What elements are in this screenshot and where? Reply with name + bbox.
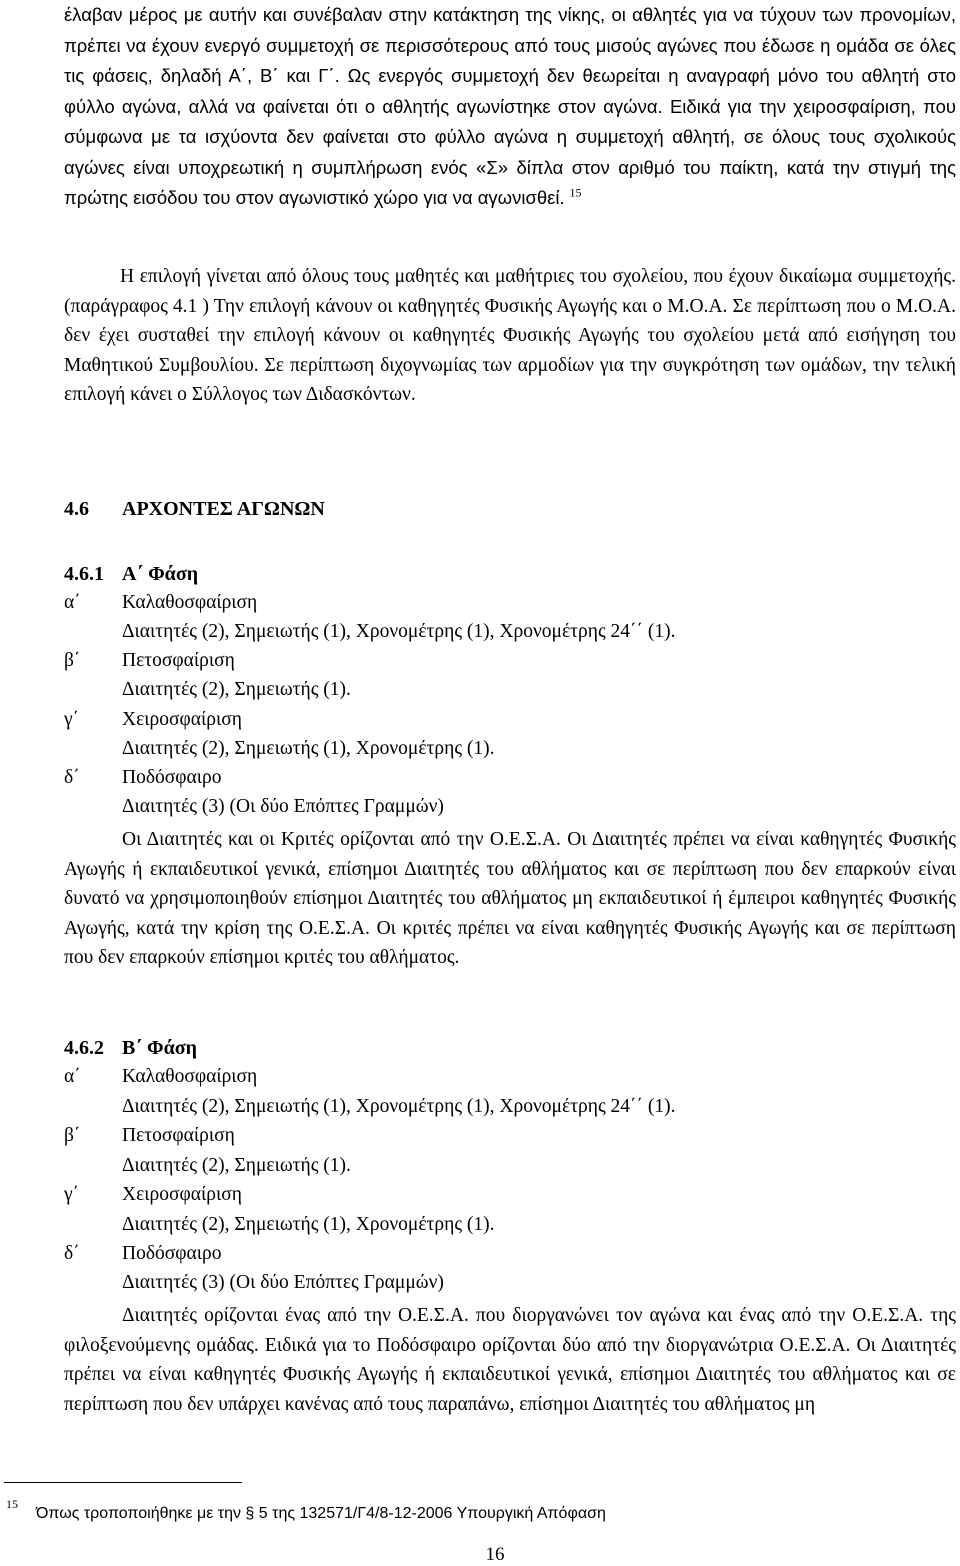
phase-b-item-officials: Διαιτητές (2), Σημειωτής (1). [122, 1155, 351, 1176]
phase-b-item-mark: β΄ [64, 1125, 81, 1146]
phase-b-item-officials: Διαιτητές (2), Σημειωτής (1), Χρονομέτρης (1). [122, 1214, 495, 1235]
phase-a-item-sport: Καλαθοσφαίριση [122, 592, 258, 613]
phase-a-item-officials: Διαιτητές (2), Σημειωτής (1). [122, 679, 351, 700]
phase-a-item-mark: β΄ [64, 650, 81, 671]
intro-sans-text: έλαβαν μέρος με αυτήν και συνέβαλαν στην κατάκτηση της νίκης, οι αθλητές για να τύχουν των προνομίων, πρέπει να έχουν ενεργό συμμετοχή σε περισσότερους από τους μισούς αγώνες που έδωσε η ομάδα σε όλες τις φάσεις, δηλαδή Α΄, Β΄ και Γ΄. Ως ενεργός συμμετοχή δεν θεωρείται η αναγραφή μόνο του αθλητή στο φύλλο αγώνα, αλλά να φαίνεται ότι ο αθλητής αγωνίστηκε στον αγώνα. Ειδικά για την χειροσφαίριση, που σύμφωνα με τα ισχύοντα δεν φαίνεται στο φύλλο αγώνα η συμμετοχή αθλητή, σε όλους τους σχολικούς αγώνες είναι υποχρεωτική η συμπλήρωση ενός «Σ» δίπλα στον αριθμό του παίκτη, κατά την στιγμή της πρώτης εισόδου του στον αγωνιστικό χώρο για να αγωνισθεί. [64, 4, 956, 208]
phase-a-item-officials: Διαιτητές (2), Σημειωτής (1), Χρονομέτρης (1), Χρονομέτρης 24΄΄ (1). [122, 621, 676, 642]
phase-b-item-mark: γ΄ [64, 1184, 80, 1205]
phase-b-item-sport: Ποδόσφαιρο [122, 1243, 222, 1264]
phase-a-item-mark: δ΄ [64, 767, 80, 788]
phase-a-item-sport: Ποδόσφαιρο [122, 767, 222, 788]
phase-a-note: Οι Διαιτητές και οι Κριτές ορίζονται από την Ο.Ε.Σ.Α. Οι Διαιτητές πρέπει να είναι καθηγητές Φυσικής Αγωγής ή εκπαιδευτικοί γενικά, επίσημοι Διαιτητές του αθλήματος και σε περίπτωση που δεν επαρκούν είναι δυνατό να χρησιμοποιηθούν επίσημοι Διαιτητές του αθλήματος μη εκπαιδευτικοί ή έμπειροι καθηγητές Φυσικής Αγωγής, κατά την κρίση της Ο.Ε.Σ.Α. Οι κριτές πρέπει να είναι καθηγητές Φυσικής Αγωγής και σε περίπτωση που δεν επαρκούν επίσημοι κριτές του αθλήματος. [64, 829, 956, 968]
phase-b-item-sport: Χειροσφαίριση [122, 1184, 242, 1205]
phase-a-item-officials: Διαιτητές (3) (Οι δύο Επόπτες Γραμμών) [122, 796, 444, 817]
footnote-reference: 15 [569, 185, 582, 200]
phase-b-item-mark: δ΄ [64, 1243, 80, 1264]
phase-a-title: Α΄ Φάση [122, 563, 199, 585]
phase-b-item-mark: α΄ [64, 1066, 81, 1087]
phase-b-item-sport: Καλαθοσφαίριση [122, 1066, 258, 1087]
footnote-text: Όπως τροποποιήθηκε με την § 5 της 132571/Γ4/8-12-2006 Υπουργική Απόφαση [36, 1505, 606, 1522]
footnote-number: 15 [6, 1497, 18, 1511]
intro-paragraph [64, 0, 956, 214]
phase-a-item-sport: Πετοσφαίριση [122, 650, 235, 671]
footnote-divider [4, 1482, 242, 1483]
phase-a-number: 4.6.1 [64, 563, 104, 585]
phase-a-item-mark: γ΄ [64, 709, 80, 730]
phase-b-number: 4.6.2 [64, 1037, 104, 1059]
phase-a-item-officials: Διαιτητές (2), Σημειωτής (1), Χρονομέτρης (1). [122, 738, 495, 759]
section-title: ΑΡΧΟΝΤΕΣ ΑΓΩΝΩΝ [122, 498, 325, 520]
phase-b-item-officials: Διαιτητές (3) (Οι δύο Επόπτες Γραμμών) [122, 1272, 444, 1293]
phase-b-item-officials: Διαιτητές (2), Σημειωτής (1), Χρονομέτρης (1), Χρονομέτρης 24΄΄ (1). [122, 1096, 676, 1117]
section-number: 4.6 [64, 498, 89, 520]
phase-b-title: Β΄ Φάση [122, 1037, 197, 1059]
phase-b-note: Διαιτητές ορίζονται ένας από την Ο.Ε.Σ.Α. που διοργανώνει τον αγώνα και ένας από την Ο.Ε.Σ.Α. της φιλοξενούμενης ομάδας. Ειδικά για το Ποδόσφαιρο ορίζονται δύο από την διοργανώτρια Ο.Ε.Σ.Α. Οι Διαιτητές πρέπει να είναι καθηγητές Φυσικής Αγωγής ή εκπαιδευτικοί γενικά, επίσημοι Διαιτητές του αθλήματος και σε περίπτωση που δεν υπάρχει κανένας από τους παραπάνω, επίσημοι Διαιτητές του αθλήματος μη [64, 1305, 956, 1415]
selection-paragraph: Η επιλογή γίνεται από όλους τους μαθητές και μαθήτριες του σχολείου, που έχουν δικαίωμα συμμετοχής. (παράγραφος 4.1 ) Την επιλογή κάνουν οι καθηγητές Φυσικής Αγωγής και ο Μ.Ο.Α. Σε περίπτωση που ο Μ.Ο.Α. δεν έχει συσταθεί την επιλογή κάνουν οι καθηγητές Φυσικής Αγωγής του σχολείου μετά από εισήγηση του Μαθητικού Συμβουλίου. Σε περίπτωση διχογνωμίας των αρμοδίων για την συγκρότηση των ομάδων, την τελική επιλογή κάνει ο Σύλλογος των Διδασκόντων. [64, 266, 956, 405]
page-number: 16 [485, 1544, 505, 1565]
phase-b-item-sport: Πετοσφαίριση [122, 1125, 235, 1146]
phase-a-item-sport: Χειροσφαίριση [122, 709, 242, 730]
phase-a-item-mark: α΄ [64, 592, 81, 613]
